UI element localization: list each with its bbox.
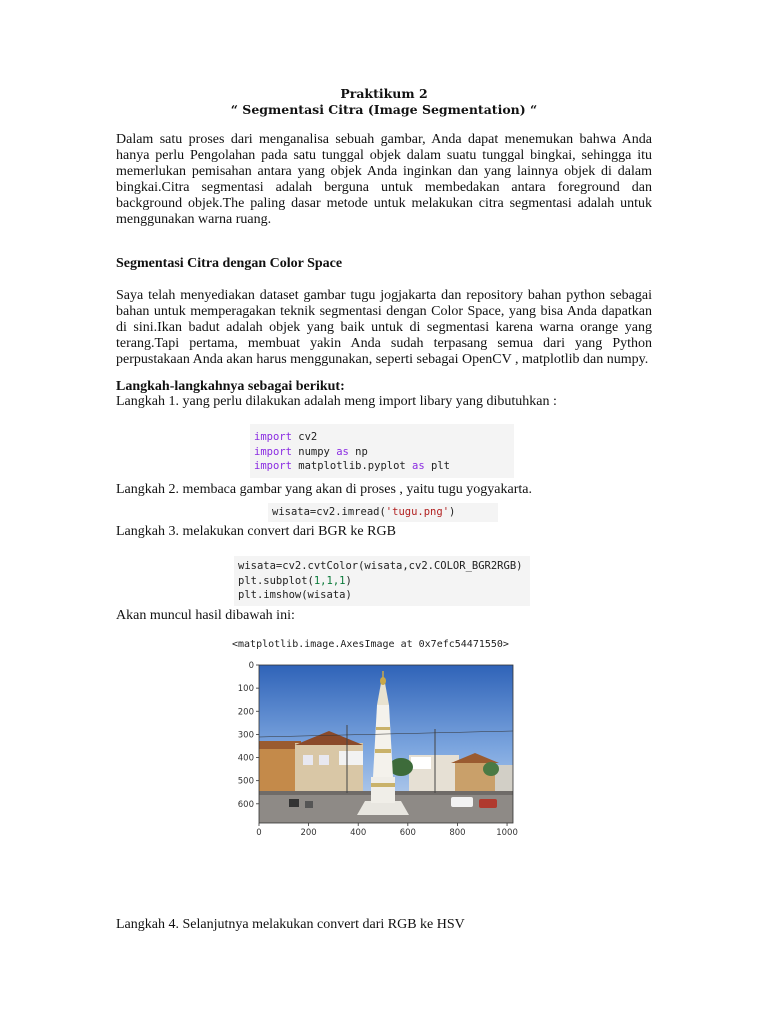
page-title: Praktikum 2 — [340, 86, 428, 101]
photo-monument-spire — [380, 677, 386, 685]
x-tick-label: 200 — [300, 828, 317, 838]
result-text: Akan muncul hasil dibawah ini: — [116, 608, 295, 623]
x-tick-label: 400 — [350, 828, 367, 838]
steps-heading: Langkah-langkahnya sebagai berikut: — [116, 379, 345, 394]
code-block-imports — [250, 424, 514, 478]
code-line: import cv2 — [254, 431, 318, 443]
step-3-text: Langkah 3. melakukan convert dari BGR ke RGB — [116, 524, 396, 539]
x-tick-label: 800 — [449, 828, 466, 838]
photo-roof — [259, 741, 301, 749]
code-block-convert: wisata=cv2.cvtColor(wisata,cv2.COLOR_BGR2RGB) plt.subplot(1,1,1) plt.imshow(wisata) — [234, 556, 530, 606]
y-tick-label: 400 — [237, 753, 254, 764]
code-line: import matplotlib.pyplot as plt — [254, 460, 450, 472]
photo-car — [479, 799, 497, 808]
y-axis — [238, 661, 259, 810]
y-tick-label: 0 — [248, 661, 254, 671]
photo-window — [319, 755, 329, 765]
x-tick-label: 0 — [256, 828, 262, 838]
image-plot — [230, 654, 520, 840]
page-subtitle: “ Segmentasi Citra (Image Segmentation) “ — [230, 102, 538, 117]
section-paragraph: Saya telah menyediakan dataset gambar tugu jogjakarta dan repository bahan python sebagai bahan untuk memperagakan teknik segmentasi dengan Color Space, yang bisa Anda dapatkan di sini.Ikan badut adalah objek yang baik untuk di segmentasi karena warna orange yang terang.Tapi pertama, membuat yakin Anda sudah terpasang semua dari yang Python perpustakaan Anda akan harus menggunakan, seperti sebagai OpenCV , matplotlib dan numpy. — [116, 288, 652, 367]
step-2-text: Langkah 2. membaca gambar yang akan di proses , yaitu tugu yogyakarta. — [116, 482, 532, 497]
photo-motorbike — [289, 799, 299, 807]
y-tick-label: 100 — [237, 684, 254, 695]
output-text: <matplotlib.image.AxesImage at 0x7efc54471550> — [232, 639, 509, 650]
photo-motorbike — [305, 801, 313, 808]
photo-monument-band — [376, 727, 390, 730]
photo-billboard — [339, 751, 363, 765]
x-tick-label: 600 — [399, 828, 416, 838]
y-tick-label: 600 — [237, 799, 254, 810]
photo-monument-band — [371, 783, 395, 787]
code-line: import numpy as np — [254, 445, 368, 458]
x-tick-label: 1000 — [496, 828, 518, 838]
photo-car — [451, 797, 473, 807]
step-4-text: Langkah 4. Selanjutnya melakukan convert dari RGB ke HSV — [116, 917, 465, 932]
code-block-imread: wisata=cv2.imread('tugu.png') — [268, 503, 498, 522]
y-tick-label: 200 — [237, 707, 254, 718]
photo-building — [259, 747, 299, 797]
photo-monument-band — [375, 749, 391, 753]
step-1-text: Langkah 1. yang perlu dilakukan adalah meng import libary yang dibutuhkan : — [116, 394, 557, 409]
photo-window — [303, 755, 313, 765]
photo-monument-base — [357, 801, 409, 815]
intro-paragraph: Dalam satu proses dari menganalisa sebuah gambar, Anda dapat menemukan bahwa Anda hanya perlu Pengolahan pada satu tunggal objek dalam suatu tunggal bingkai, sehingga itu memerlukan pemisahan antara yang objek Anda inginkan dan yang lainnya objek di dalam bingkai.Citra segmentasi adalah berguna untuk membedakan antara foreground dan background objek.The paling dasar metode untuk melakukan citra segmentasi adalah untuk menggunakan warna ruang. — [116, 132, 652, 227]
x-axis — [256, 823, 518, 838]
photo-billboard — [411, 757, 431, 769]
y-tick-label: 500 — [237, 776, 254, 787]
y-tick-label: 300 — [237, 730, 254, 741]
photo-monument-body — [371, 777, 395, 803]
photo-tree — [483, 762, 499, 776]
section-heading: Segmentasi Citra dengan Color Space — [116, 256, 343, 271]
